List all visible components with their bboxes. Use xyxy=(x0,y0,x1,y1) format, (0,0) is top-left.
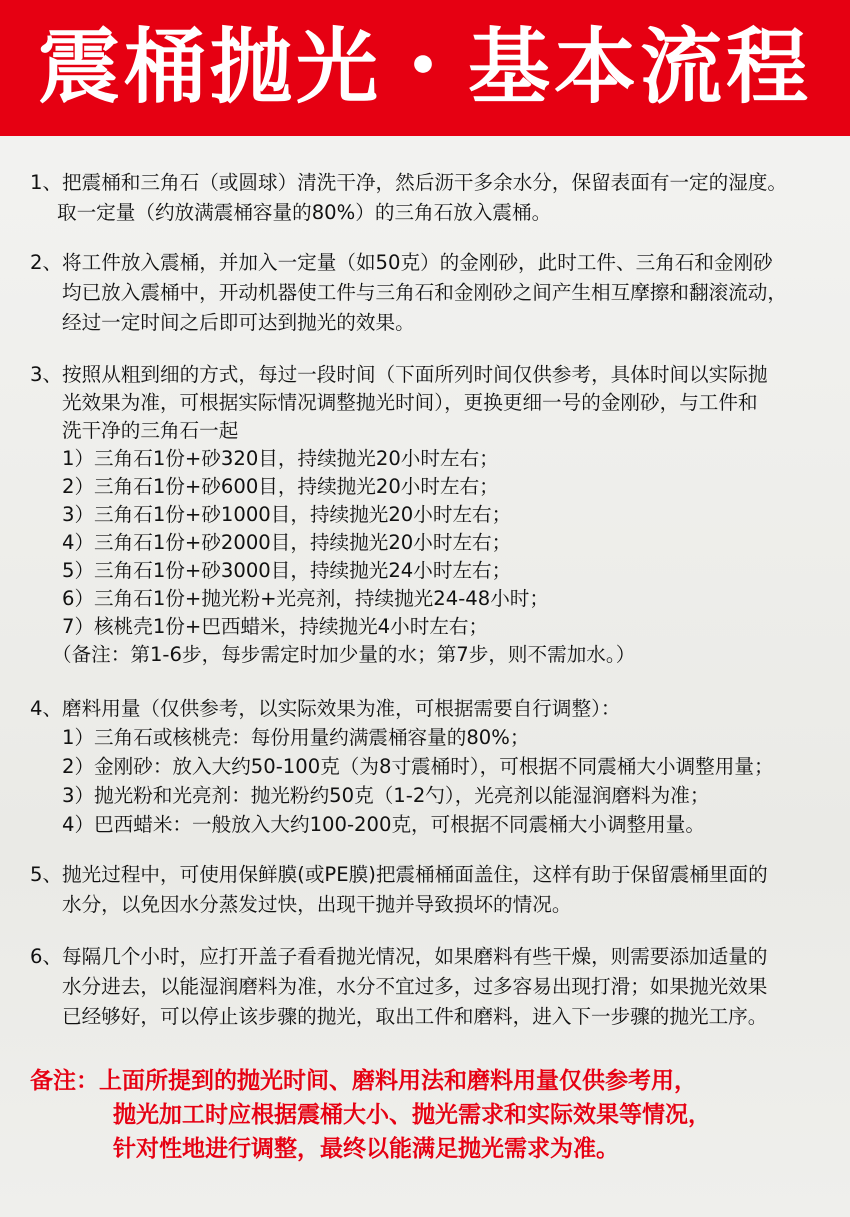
step-3-remark: （备注：第1-6步，每步需定时加少量的水；第7步，则不需加水。） xyxy=(52,643,636,666)
page-title: 震桶抛光・基本流程 xyxy=(37,20,812,115)
red-note-line-3: 针对性地进行调整，最终以能满足抛光需求为准。 xyxy=(113,1136,619,1162)
step-5-line-2: 水分，以免因水分蒸发过快，出现干抛并导致损坏的情况。 xyxy=(62,893,572,916)
step-4-sub-3: 3）抛光粉和光亮剂：抛光粉约50克（1-2勺），光亮剂以能湿润磨料为准； xyxy=(62,784,710,807)
step-3-sub-3: 3）三角石1份+砂1000目，持续抛光20小时左右； xyxy=(62,503,512,526)
title-banner xyxy=(0,0,850,136)
step-3-sub-4: 4）三角石1份+砂2000目，持续抛光20小时左右； xyxy=(62,531,512,554)
step-3-sub-5: 5）三角石1份+砂3000目，持续抛光24小时左右； xyxy=(62,559,512,582)
step-1-line-2: 取一定量（约放满震桶容量的80%）的三角石放入震桶。 xyxy=(57,201,552,224)
step-1-line-1: 1、把震桶和三角石（或圆球）清洗干净，然后沥干多余水分，保留表面有一定的湿度。 xyxy=(30,171,788,194)
step-3-line-1: 3、按照从粗到细的方式，每过一段时间（下面所列时间仅供参考，具体时间以实际抛 xyxy=(30,363,768,386)
step-4-line-1: 4、磨料用量（仅供参考，以实际效果为准，可根据需要自行调整）： xyxy=(30,697,621,720)
red-note-line-1: 备注：上面所提到的抛光时间、磨料用法和磨料用量仅供参考用， xyxy=(30,1068,697,1094)
step-2-line-3: 经过一定时间之后即可达到抛光的效果。 xyxy=(62,311,415,334)
step-2-line-1: 2、将工件放入震桶，并加入一定量（如50克）的金刚砂，此时工件、三角石和金刚砂 xyxy=(30,251,773,274)
step-3-sub-7: 7）核桃壳1份+巴西蜡米，持续抛光4小时左右； xyxy=(62,615,489,638)
step-6-line-3: 已经够好，可以停止该步骤的抛光，取出工件和磨料，进入下一步骤的抛光工序。 xyxy=(62,1005,768,1028)
step-4-sub-2: 2）金刚砂：放入大约50-100克（为8寸震桶时），可根据不同震桶大小调整用量； xyxy=(62,755,774,778)
red-note-line-2: 抛光加工时应根据震桶大小、抛光需求和实际效果等情况， xyxy=(113,1102,711,1128)
step-5-line-1: 5、抛光过程中，可使用保鲜膜(或PE膜)把震桶桶面盖住，这样有助于保留震桶里面的 xyxy=(30,863,768,886)
step-3-sub-6: 6）三角石1份+抛光粉+光亮剂，持续抛光24-48小时； xyxy=(62,587,549,610)
step-3-sub-2: 2）三角石1份+砂600目，持续抛光20小时左右； xyxy=(62,475,499,498)
step-4-sub-4: 4）巴西蜡米：一般放入大约100-200克，可根据不同震桶大小调整用量。 xyxy=(62,813,705,836)
step-4-sub-1: 1）三角石或核桃壳：每份用量约满震桶容量的80%； xyxy=(62,726,530,749)
step-3-line-2: 光效果为准，可根据实际情况调整抛光时间），更换更细一号的金刚砂，与工件和 xyxy=(62,391,758,414)
step-6-line-2: 水分进去，以能湿润磨料为准，水分不宜过多，过多容易出现打滑；如果抛光效果 xyxy=(62,975,768,998)
step-2-line-2: 均已放入震桶中，开动机器使工件与三角石和金刚砂之间产生相互摩擦和翻滚流动， xyxy=(62,281,787,304)
step-3-sub-1: 1）三角石1份+砂320目，持续抛光20小时左右； xyxy=(62,447,499,470)
step-3-line-3: 洗干净的三角石一起 xyxy=(62,419,239,442)
step-6-line-1: 6、每隔几个小时，应打开盖子看看抛光情况，如果磨料有些干燥，则需要添加适量的 xyxy=(30,945,768,968)
